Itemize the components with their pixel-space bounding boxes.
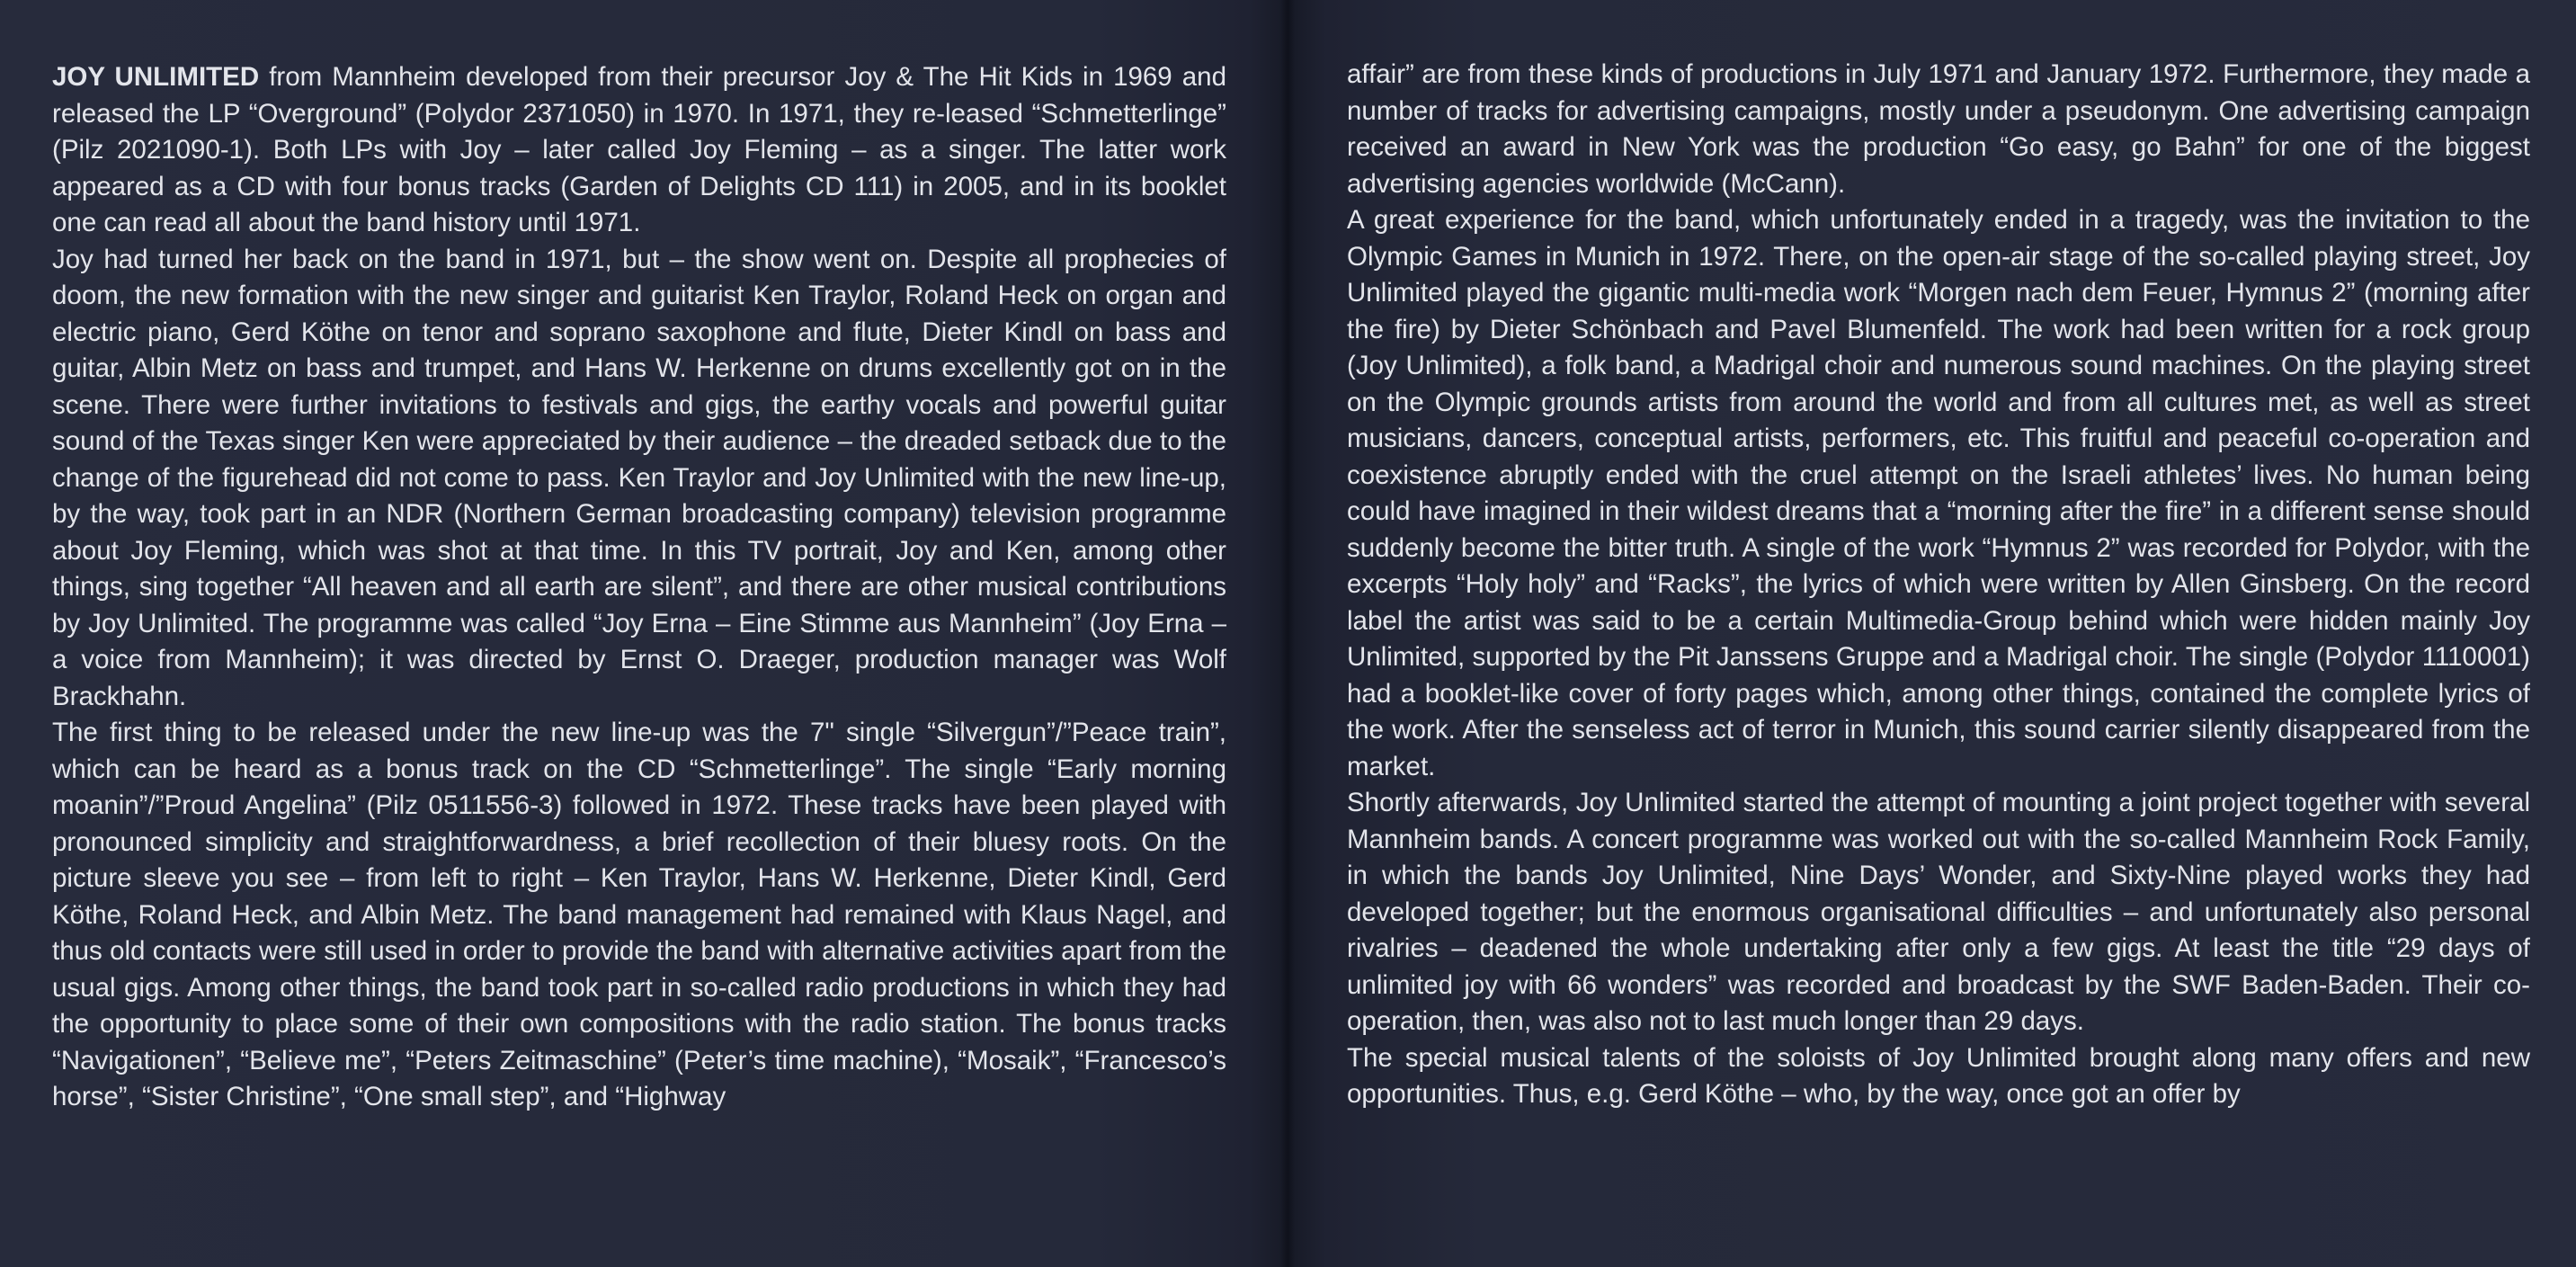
paragraph-mannheim-rock-family: Shortly afterwards, Joy Unlimited started the attempt of mounting a joint project together with several Mannheim bands. A concert programme was worked out with the so-called Mannheim Rock Family, in which the bands Joy Unlimited, Nine Days’ Wonder, and Sixty-Nine played works they had developed together; but the enormous organisational difficulties – and unfortunately also personal rivalries – deadened the whole undertaking after only a few gigs. At least the title “29 days of unlimited joy with 66 wonders” was recorded and broadcast by the SWF Baden-Baden. Their co-operation, then, was also not to last much longer than 29 days. <box>1347 788 2530 1036</box>
left-text-column <box>52 59 1226 1116</box>
paragraph-olympic-games: A great experience for the band, which unfortunately ended in a tragedy, was the invitation to the Olympic Games in Munich in 1972. There, on the open-air stage of the so-called playing street, Joy Unlimited played the gigantic multi-media work “Morgen nach dem Feuer, Hymnus 2” (morning after the fire) by Dieter Schönbach and Pavel Blumenfeld. The work had been written for a rock group (Joy Unlimited), a folk band, a Madrigal choir and numerous sound machines. On the playing street on the Olympic grounds artists from around the world and from all cultures met, as well as street musicians, dancers, conceptual artists, performers, etc. This fruitful and peaceful co-operation and coexistence abruptly ended with the cruel attempt on the Israeli athletes’ lives. No human being could have imagined in their wildest dreams that a “morning after the fire” in a different sense should suddenly become the bitter truth. A single of the work “Hymnus 2” was recorded for Polydor, with the excerpts “Holy holy” and “Racks”, the lyrics of which were written by Allen Ginsberg. On the record label the artist was said to be a certain Multimedia-Group behind which were hidden mainly Joy Unlimited, supported by the Pit Janssens Gruppe and a Madrigal choir. The single (Polydor 1110001) had a booklet-like cover of forty pages which, among other things, contained the complete lyrics of the work. After the senseless act of terror in Munich, this sound carrier silently disappeared from the market. <box>1347 205 2530 781</box>
paragraph-first-release: The first thing to be released under the new line-up was the 7" single “Silvergun”/”Peace train”, which can be heard as a bonus track on the CD “Schmetterlinge”. The single “Early morning moanin”/”Proud Angelina” (Pilz 0511556-3) followed in 1972. These tracks have been played with pronounced simplicity and straightforwardness, a brief recollection of their bluesy roots. On the picture sleeve you see – from left to right – Ken Traylor, Hans W. Herkenne, Dieter Kindl, Gerd Köthe, Roland Heck, and Albin Metz. The band management had remained with Klaus Nagel, and thus old contacts were still used in order to provide the band with alternative activities apart from the usual gigs. Among other things, the band took part in so-called radio productions in which they had the opportunity to place some of their own compositions with the radio station. The bonus tracks “Navigationen”, “Believe me”, “Peters Zeitmaschine” (Peter’s time machine), “Mosaik”, “Francesco’s horse”, “Sister Christine”, “One small step”, and “Highway <box>52 718 1226 1111</box>
paragraph-intro <box>52 59 1226 242</box>
right-text-column <box>1347 57 2530 1113</box>
binding-gutter <box>1280 0 1295 1267</box>
paragraph-soloists: The special musical talents of the soloists of Joy Unlimited brought along many offers and new opportunities. Thus, e.g. Gerd Köthe – who, by the way, once got an offer by <box>1347 1042 2530 1109</box>
paragraph-continuation: affair” are from these kinds of productions in July 1971 and January 1972. Furthermore, they made a number of tracks for advertising campaigns, mostly under a pseudonym. One advertising campaign received an award in New York was the production “Go easy, go Bahn” for one of the biggest advertising agencies worldwide (McCann). <box>1347 59 2530 199</box>
right-page <box>1288 0 2576 1267</box>
paragraph-new-lineup: Joy had turned her back on the band in 1971, but – the show went on. Despite all prophecies of doom, the new formation with the new singer and guitarist Ken Traylor, Roland Heck on organ and electric piano, Gerd Köthe on tenor and soprano saxophone and flute, Dieter Kindl on bass and guitar, Albin Metz on bass and trumpet, and Hans W. Herkenne on drums excellently got on in the scene. There were further invitations to festivals and gigs, the earthy vocals and powerful guitar sound of the Texas singer Ken were appreciated by their audience – the dreaded setback due to the change of the figurehead did not come to pass. Ken Traylor and Joy Unlimited with the new line-up, by the way, took part in an NDR (Northern German broadcasting company) television programme about Joy Fleming, which was shot at that time. In this TV portrait, Joy and Ken, among other things, sing together “All heaven and all earth are silent”, and there are other musical contributions by Joy Unlimited. The programme was called “Joy Erna – Eine Stimme aus Mannheim” (Joy Erna – a voice from Mannheim); it was directed by Ernst O. Draeger, production manager was Wolf Brackhahn. <box>52 244 1226 711</box>
band-name-lead: JOY UNLIMITED <box>52 62 260 92</box>
paragraph-intro-text: from Mannheim developed from their precursor Joy & The Hit Kids in 1969 and released the LP “Overground” (Polydor 2371050) in 1970. In 1971, they re-leased “Schmetterlinge” (Pilz 2021090-1). Both LPs with Joy – later called Joy Fleming – as a singer. The latter work appeared as a CD with four bonus tracks (Garden of Delights CD 111) in 2005, and in its booklet one can read all about the band history until 1971. <box>52 62 1226 237</box>
